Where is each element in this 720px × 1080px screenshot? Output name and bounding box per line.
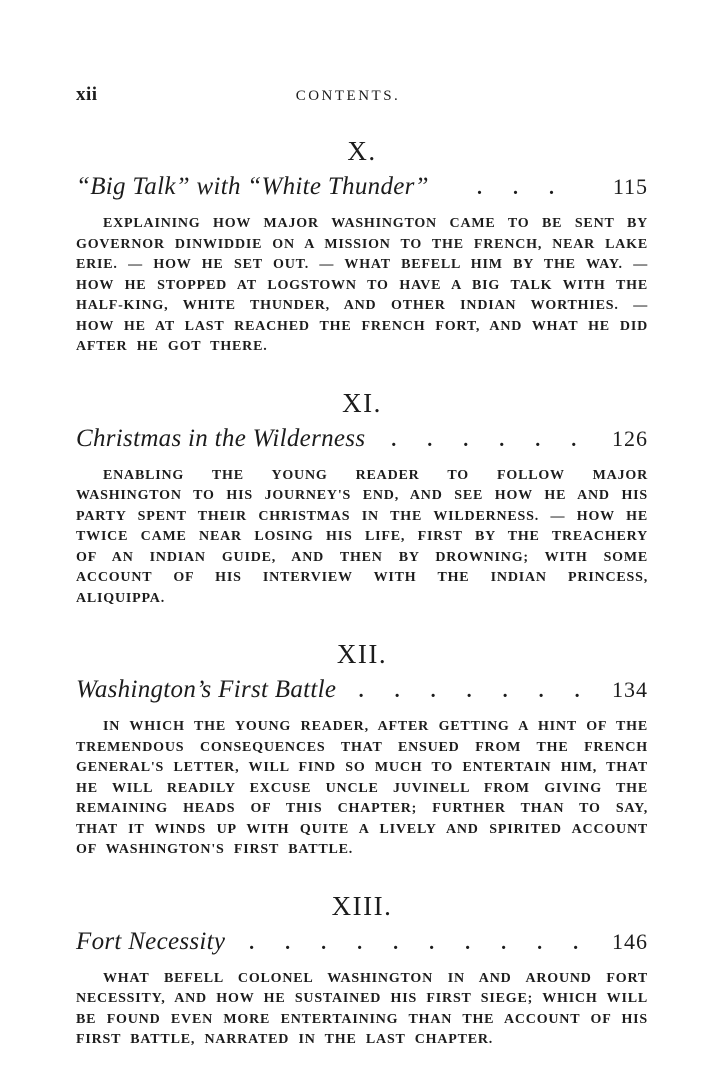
chapter-summary: WHAT BEFELL COLONEL WASHINGTON IN AND AROUND FORT NECESSITY, AND HOW HE SUSTAINED HIS FIRST SIEGE; WHICH WILL BE FOUND EVEN MORE ENTERTAINING THAN THE ACCOUNT OF HIS FIRST BATTLE, NARRATED IN THE LAST CHAPTER. (76, 970, 648, 1048)
toc-line (76, 676, 648, 704)
chapter-summary: IN WHICH THE YOUNG READER, AFTER GETTING A HINT OF THE TREMENDOUS CONSEQUENCES THAT ENSUED FROM THE FRENCH GENERAL'S LETTER, WILL FIND SO MUCH TO ENTERTAIN HIM, THAT HE WILL READILY EXCUSE UNCLE JUVINELL FROM GIVING THE REMAINING HEADS OF THIS CHAPTER; FURTHER THAN TO SAY, THAT IT WINDS UP WITH QUITE A LIVELY AND SPIRITED ACCOUNT OF WASHINGTON'S FIRST BATTLE. (76, 719, 648, 858)
folio-page-number: xii (76, 84, 98, 105)
chapter-page-number: 126 (612, 425, 648, 451)
chapter-numeral: XI. (342, 387, 382, 418)
chapter-title: Christmas in the Wilderness (76, 424, 366, 452)
chapter-entry-xiii (76, 891, 648, 1051)
chapter-page-number: 134 (612, 677, 648, 703)
leader-dots: . . . . . . (391, 428, 577, 451)
running-title: CONTENTS. (295, 88, 401, 104)
chapter-title: “Big Talk” with “White Thunder” (76, 173, 429, 201)
leader-dots: . . . . . . . (358, 680, 580, 703)
toc-line (76, 928, 648, 956)
toc-line (76, 425, 648, 453)
chapter-numeral: XII. (336, 639, 388, 670)
chapter-entry-x (76, 136, 648, 358)
chapter-page-number: 115 (612, 174, 648, 200)
chapter-entry-xi (76, 388, 648, 610)
chapter-page-number: 146 (612, 928, 648, 954)
chapter-numeral: X. (347, 136, 377, 166)
page-header (76, 84, 648, 106)
toc-line (76, 173, 648, 201)
chapter-numeral: XIII. (331, 890, 393, 921)
chapter-summary: EXPLAINING HOW MAJOR WASHINGTON CAME TO BE SENT BY GOVERNOR DINWIDDIE ON A MISSION TO THE FRENCH, NEAR LAKE ERIE. — HOW HE SET OUT. — WHAT BEFELL HIM BY THE WAY. — HOW HE STOPPED AT LOGSTOWN TO HAVE A BIG TALK WITH THE HALF-KING, WHITE THUNDER, AND OTHER INDIAN WORTHIES. — HOW HE AT LAST REACHED THE FRENCH FORT, AND WHAT HE DID AFTER HE GOT THERE. (76, 216, 648, 355)
leader-dots: . . . (476, 177, 554, 200)
leader-dots: . . . . . . . . . . (249, 931, 579, 954)
chapter-entry-xii (76, 639, 648, 861)
chapter-title: Fort Necessity (76, 927, 226, 955)
chapter-title: Washington’s First Battle (76, 676, 337, 704)
chapter-summary: ENABLING THE YOUNG READER TO FOLLOW MAJOR WASHINGTON TO HIS JOURNEY'S END, AND SEE HOW HE AND HIS PARTY SPENT THEIR CHRISTMAS IN THE WILDERNESS. — HOW HE TWICE CAME NEAR LOSING HIS LIFE, FIRST BY THE TREACHERY OF AN INDIAN GUIDE, AND THEN BY DROWNING; WITH SOME ACCOUNT OF HIS INTERVIEW WITH THE INDIAN PRINCESS, ALIQUIPPA. (76, 467, 648, 606)
